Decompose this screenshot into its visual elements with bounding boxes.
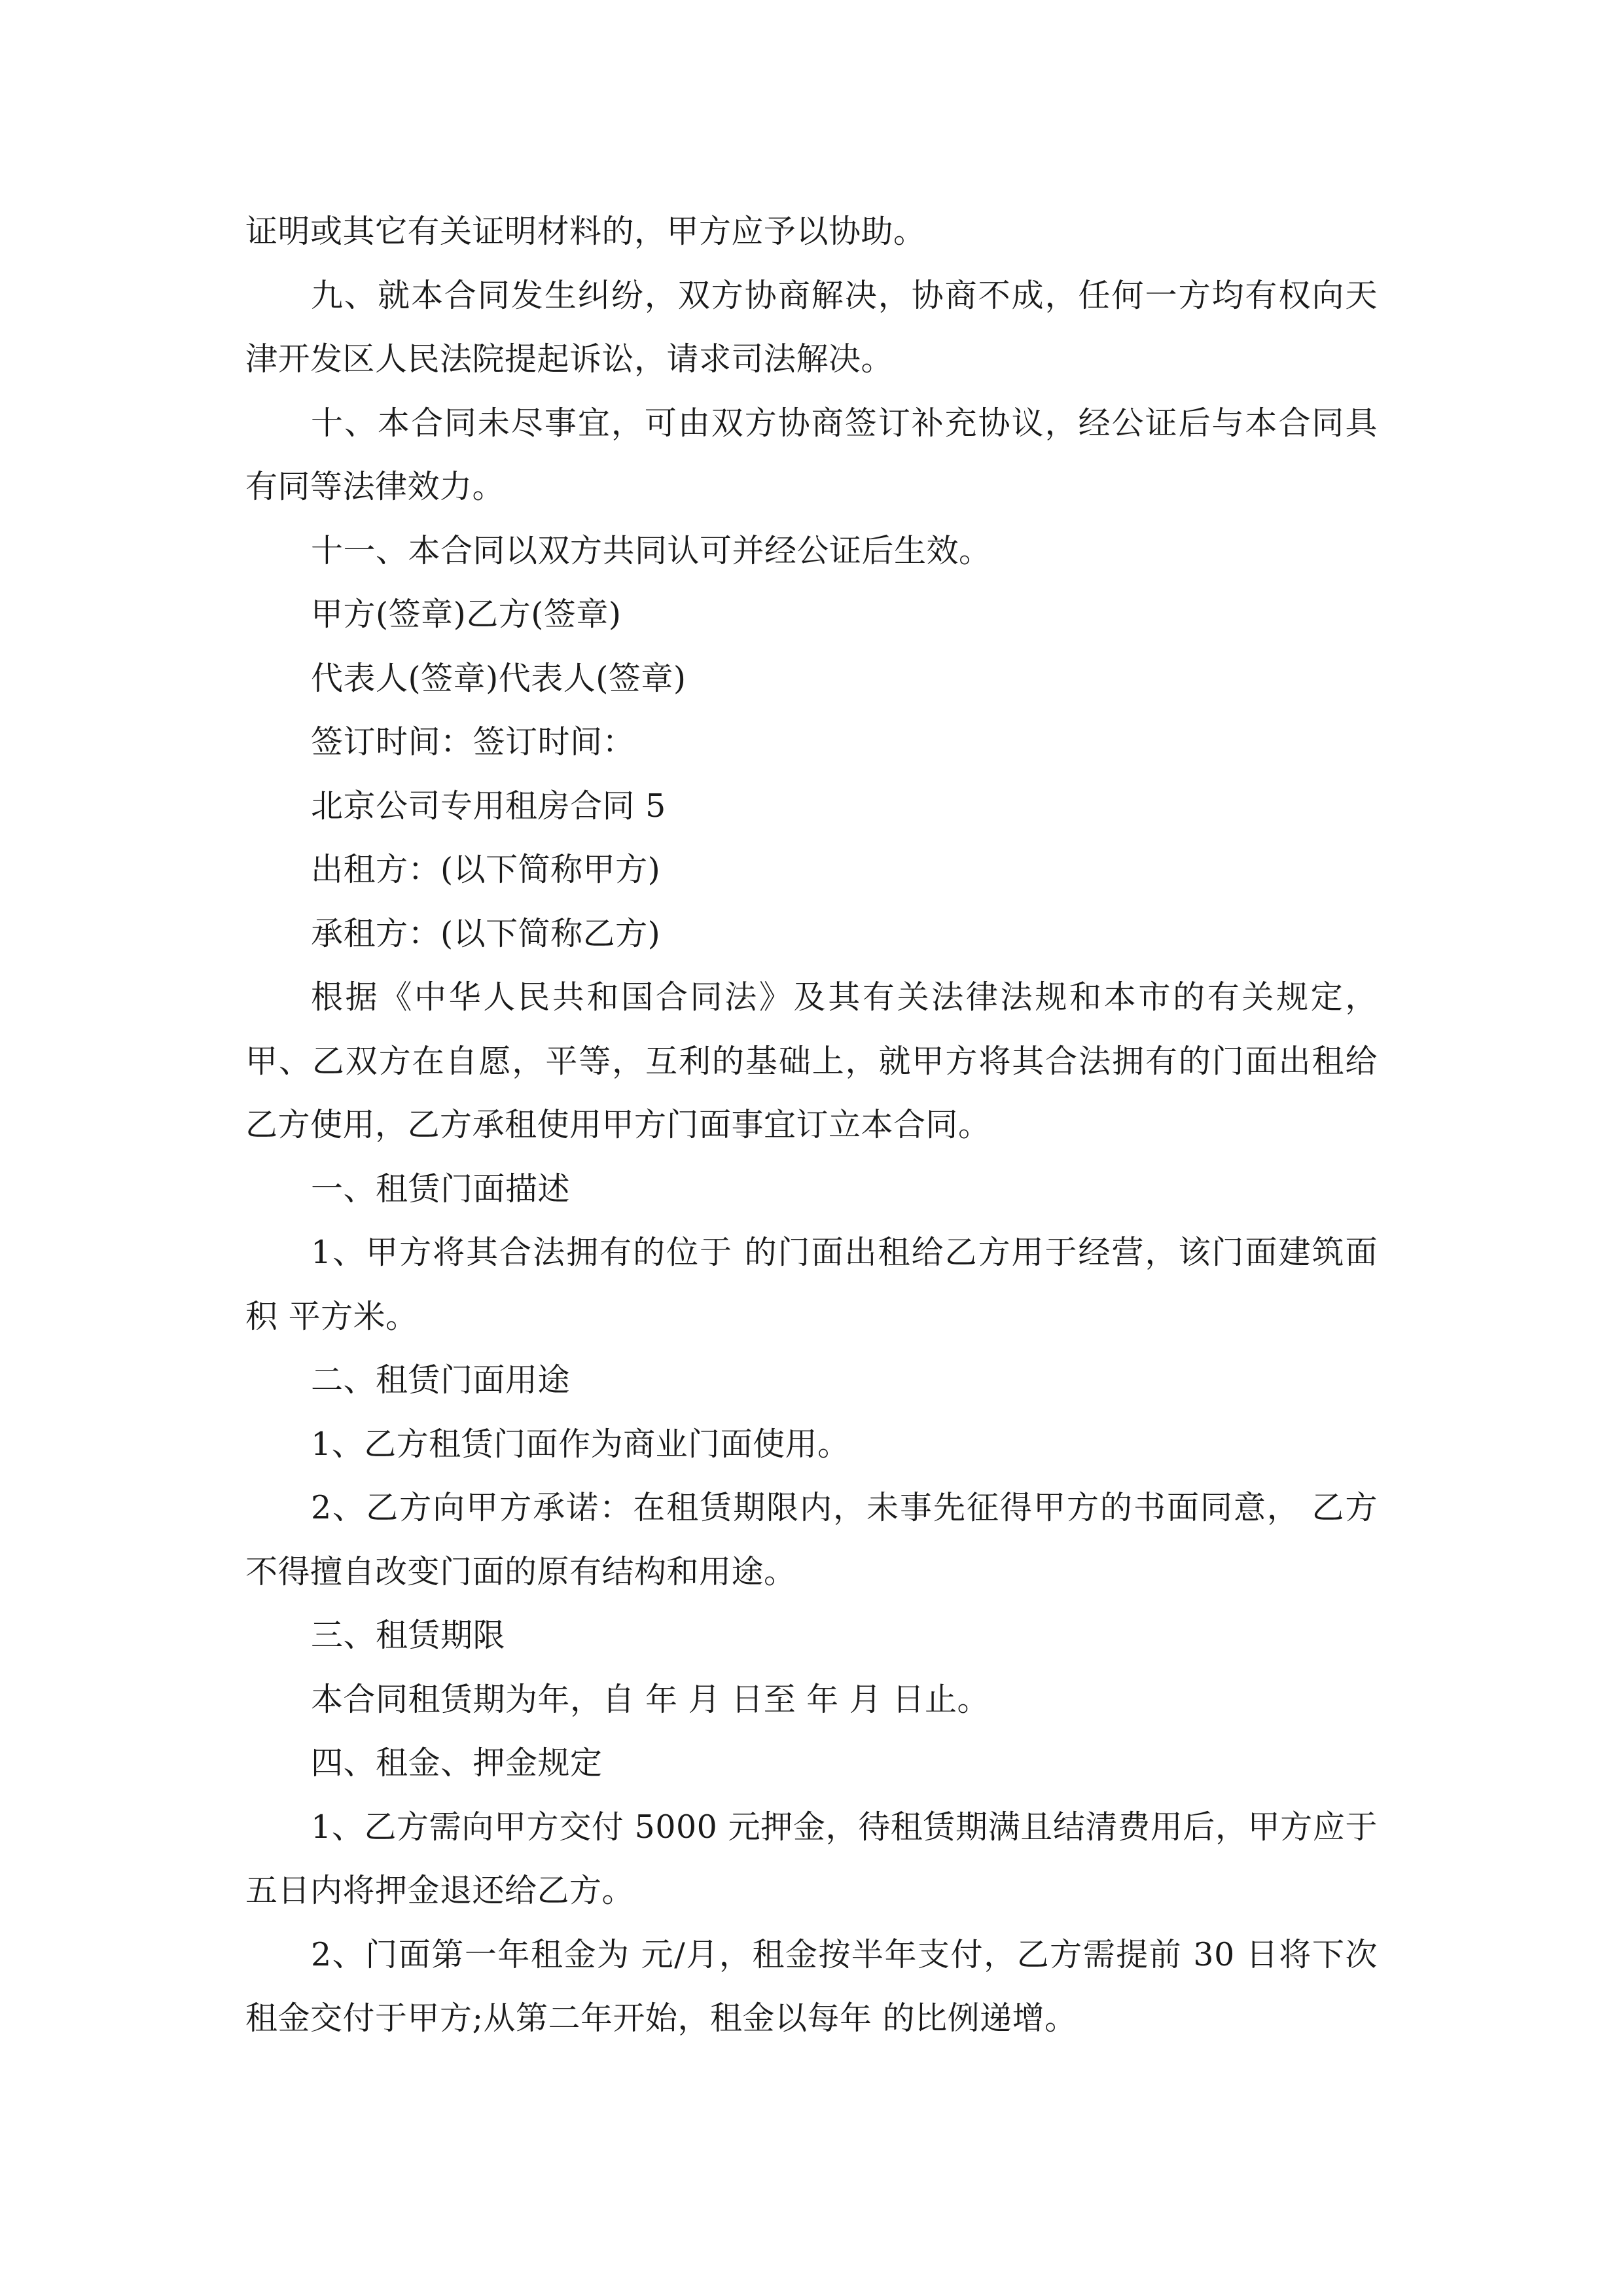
section-heading: 二、租赁门面用途 bbox=[311, 1361, 571, 1399]
lessor-line: 出租方：(以下简称甲方) bbox=[311, 851, 661, 888]
section-heading: 三、租赁期限 bbox=[311, 1617, 506, 1654]
signing-date-line: 签订时间：签订时间： bbox=[311, 723, 635, 761]
preamble-paragraph: 根据《中华人民共和国合同法》及其有关法律法规和本市的有关规定，甲、乙双方在自愿，平等，互利的基础上，就甲方将其合法拥有的门面出租给乙方使用，乙方承租使用甲方门面事宜订立本合同。 bbox=[245, 978, 1378, 1143]
section-heading: 四、租金、押金规定 bbox=[311, 1744, 603, 1782]
clause-nine: 九、就本合同发生纠纷，双方协商解决，协商不成，任何一方均有权向天津开发区人民法院提起诉讼，请求司法解决。 bbox=[245, 276, 1378, 378]
paragraph: 1、乙方租赁门面作为商业门面使用。 bbox=[311, 1425, 850, 1463]
paragraph: 本合同租赁期为年，自 年 月 日至 年 月 日止。 bbox=[311, 1680, 990, 1718]
clause-eleven: 十一、本合同以双方共同认可并经公证后生效。 bbox=[311, 531, 991, 569]
contract-title: 北京公司专用租房合同 5 bbox=[311, 787, 666, 825]
paragraph: 1、乙方需向甲方交付 5000 元押金，待租赁期满且结清费用后，甲方应于五日内将押金退还给乙方。 bbox=[245, 1808, 1378, 1909]
paragraph: 证明或其它有关证明材料的，甲方应予以协助。 bbox=[245, 213, 926, 250]
signature-line-parties: 甲方(签章)乙方(签章) bbox=[311, 596, 622, 633]
paragraph: 2、门面第一年租金为 元/月，租金按半年支付，乙方需提前 30 日将下次租金交付于甲方;从第二年开始，租金以每年 的比例递增。 bbox=[245, 1935, 1378, 2037]
lessee-line: 承租方：(以下简称乙方) bbox=[311, 914, 661, 952]
section-heading: 一、租赁门面描述 bbox=[311, 1170, 571, 1208]
paragraph: 1、甲方将其合法拥有的位于 的门面出租给乙方用于经营，该门面建筑面积 平方米。 bbox=[245, 1234, 1378, 1335]
clause-ten: 十、本合同未尽事宜，可由双方协商签订补充协议，经公证后与本合同具有同等法律效力。 bbox=[245, 404, 1378, 505]
signature-line-representatives: 代表人(签章)代表人(签章) bbox=[311, 659, 687, 697]
contract-body bbox=[245, 200, 1378, 2051]
paragraph: 2、乙方向甲方承诺：在租赁期限内，未事先征得甲方的书面同意， 乙方不得擅自改变门面的原有结构和用途。 bbox=[245, 1489, 1378, 1590]
